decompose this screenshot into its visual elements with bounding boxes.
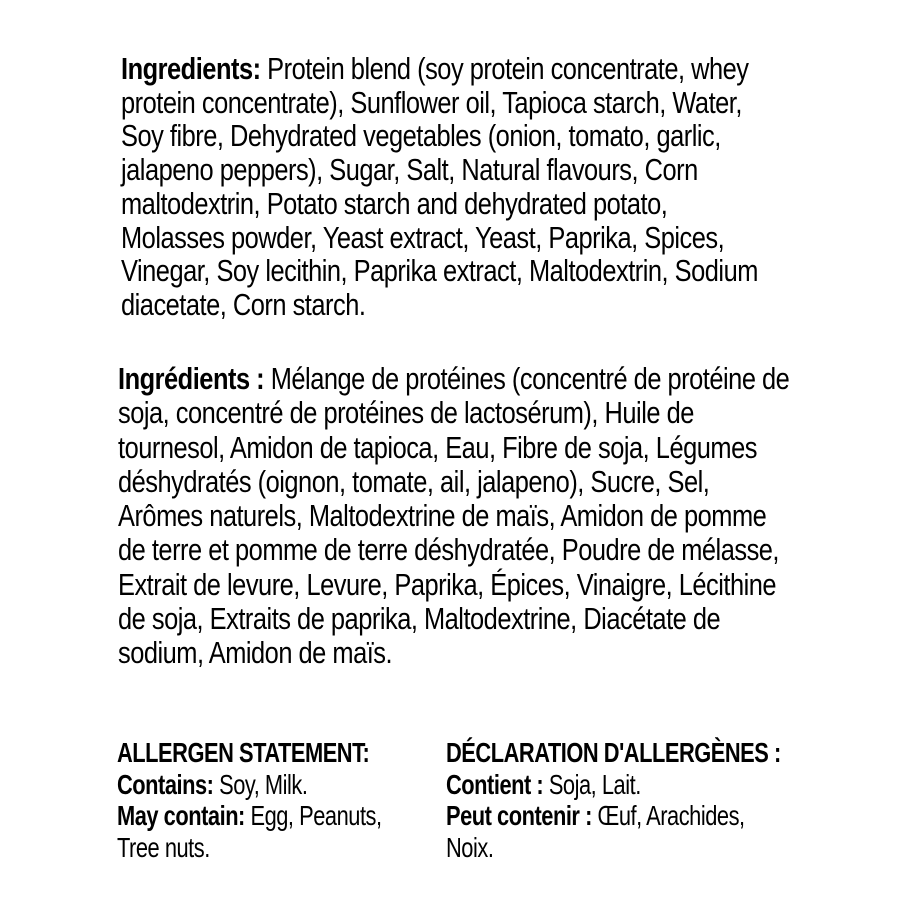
english-ingredients	[121, 52, 777, 322]
french-may-contain-line	[446, 800, 781, 832]
french-allergen-statement	[446, 737, 781, 863]
french-contains-value: Soja, Lait.	[543, 768, 641, 800]
english-contains-line	[117, 769, 382, 801]
french-ingredients-text: Mélange de protéines (concentré de protéine de soja, concentré de protéines de lactosérum), Huile de tournesol, Amidon de tapioca, Eau, Fibre de soja, Légumes déshydratés (oignon, tomate, ail, jalapeno), Sucre, Sel, Arômes naturels, Maltodextrine de maïs, Amidon de pomme de terre et pomme de terre déshydratée, Poudre de mélasse, Extrait de levure, Levure, Paprika, Épices, Vinaigre, Lécithine de soja, Extraits de paprika, Maltodextrine, Diacétate de sodium, Amidon de maïs.	[118, 361, 790, 671]
english-ingredients-heading: Ingredients:	[121, 51, 261, 86]
english-allergen-statement	[117, 737, 382, 863]
english-may-contain-line	[117, 800, 382, 832]
french-contains-label: Contient :	[446, 768, 544, 800]
french-ingredients-heading: Ingrédients :	[118, 361, 265, 396]
english-may-contain-value: Egg, Peanuts,	[244, 800, 382, 831]
english-may-contain-label: May contain:	[117, 800, 245, 831]
french-may-contain-label: Peut contenir :	[446, 800, 592, 831]
french-may-contain-value: Œuf, Arachides,	[591, 800, 745, 831]
english-allergen-title: ALLERGEN STATEMENT:	[117, 737, 370, 768]
english-ingredients-text: Protein blend (soy protein concentrate, whey protein concentrate), Sunflower oil, Tapioca starch, Water, Soy fibre, Dehydrated vegetables (onion, tomato, garlic, jalapeno peppers), Sugar, Salt, Natural flavours, Corn maltodextrin, Potato starch and dehydrated potato, Molasses powder, Yeast extract, Yeast, Paprika, Spices, Vinegar, Soy lecithin, Paprika extract, Maltodextrin, Sodium diacetate, Corn starch.	[121, 51, 758, 322]
french-allergen-title: DÉCLARATION D'ALLERGÈNES :	[446, 737, 781, 768]
french-may-contain-value-continued: Noix.	[446, 831, 494, 863]
english-contains-value: Soy, Milk.	[213, 768, 308, 800]
english-contains-label: Contains:	[117, 768, 214, 800]
english-may-contain-value-continued: Tree nuts.	[117, 831, 210, 863]
french-contains-line	[446, 769, 781, 801]
french-ingredients	[118, 362, 799, 671]
